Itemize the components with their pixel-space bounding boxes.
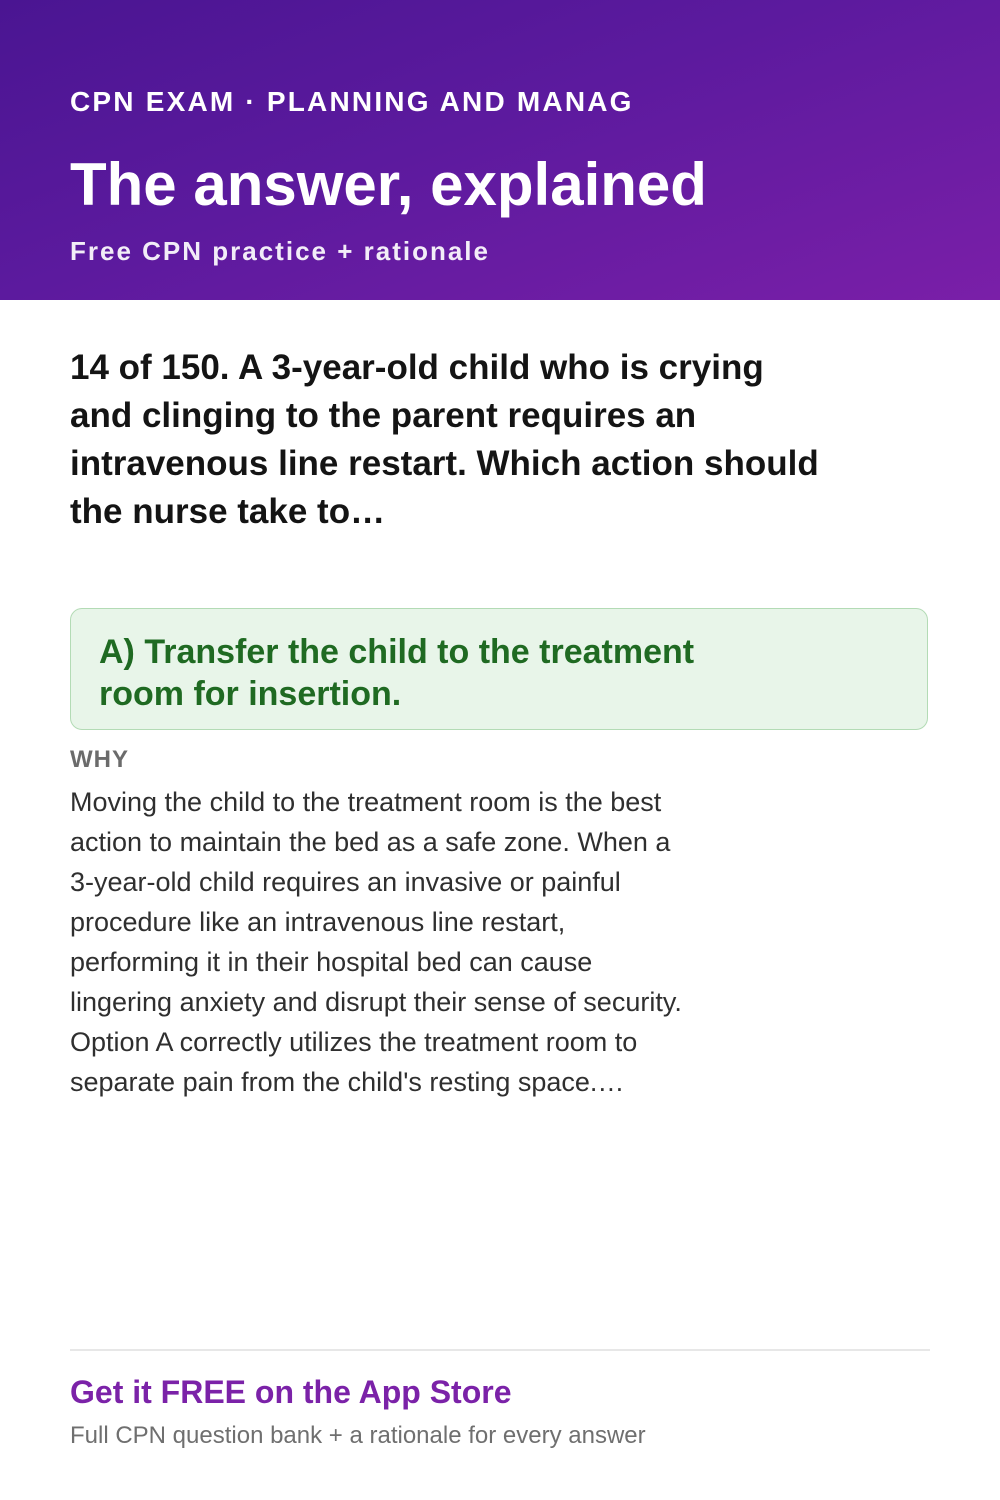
question-text: 14 of 150. A 3-year-old child who is crying and clinging to the parent requires an intravenous line restart. Which action should the nurse take to… — [70, 348, 819, 531]
exam-category-label: CPN EXAM · PLANNING AND MANAG — [70, 86, 634, 117]
page-subtitle: Free CPN practice + rationale — [70, 236, 490, 266]
page-title: The answer, explained — [70, 151, 707, 218]
rationale-label: WHY — [70, 746, 129, 773]
footer-divider — [70, 1349, 930, 1351]
rationale-text: Moving the child to the treatment room is the best action to maintain the bed as a safe zone. When a 3-year-old child requires an invasive or painful procedure like an intravenous line restart, performing it in their hospital bed can cause lingering anxiety and disrupt their sense of security. Option A correctly utilizes the treatment room to separate pain from the child's resting space.… — [70, 787, 682, 1097]
correct-answer-card — [70, 608, 928, 730]
correct-answer-text: A) Transfer the child to the treatment room for insertion. — [99, 633, 695, 713]
header-banner — [0, 0, 1000, 300]
app-store-link[interactable]: Get it FREE on the App Store — [70, 1374, 512, 1410]
app-store-description: Full CPN question bank + a rationale for every answer — [70, 1422, 646, 1449]
